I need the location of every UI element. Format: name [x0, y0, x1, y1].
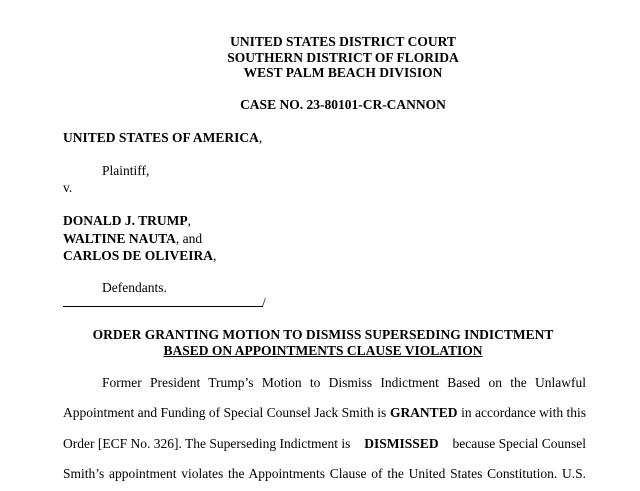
plaintiff-name: UNITED STATES OF AMERICA: [63, 130, 259, 145]
body-line-4-text: Smith’s appointment violates the Appointments Clause of the United States Constitution. U.S.: [63, 466, 586, 481]
body-paragraph-line-3: [63, 436, 586, 452]
body-line-2-end: in accordance with this: [461, 405, 586, 420]
defendant-3-name: CARLOS DE OLIVEIRA: [63, 248, 214, 263]
court-caption: [0, 34, 640, 81]
versus-label: v.: [63, 180, 73, 195]
defendant-2: [63, 230, 216, 248]
body-line-3-end: because Special Counsel: [452, 436, 586, 451]
plaintiff-name-suffix: ,: [258, 130, 263, 145]
caption-divider-line: [63, 306, 263, 307]
court-division: WEST PALM BEACH DIVISION: [243, 65, 443, 80]
defendant-3-suffix: ,: [213, 248, 217, 263]
defendant-1-suffix: ,: [187, 213, 191, 228]
defendant-1-name: DONALD J. TRUMP: [63, 213, 188, 228]
case-number: CASE NO. 23-80101-CR-CANNON: [240, 97, 446, 112]
order-title-line-1: ORDER GRANTING MOTION TO DISMISS SUPERSEDING INDICTMENT: [92, 327, 554, 342]
defendant-list: [63, 212, 216, 265]
granted-emphasis: GRANTED: [389, 405, 458, 420]
body-line-2-text: Appointment and Funding of Special Counsel Jack Smith is: [63, 405, 387, 420]
defendant-3: [63, 247, 216, 265]
body-paragraph-line-2: [63, 405, 586, 421]
defendant-2-suffix: , and: [175, 230, 203, 246]
defendant-2-name: WALTINE NAUTA: [63, 230, 176, 246]
plaintiff-role: Plaintiff,: [102, 163, 150, 178]
body-line-3-text: Order [ECF No. 326]. The Superseding Indictment is: [63, 436, 351, 451]
court-name: UNITED STATES DISTRICT COURT: [230, 34, 456, 49]
court-district: SOUTHERN DISTRICT OF FLORIDA: [227, 49, 459, 65]
body-paragraph-line-4: [63, 466, 586, 482]
plaintiff-name-line: [63, 129, 262, 147]
body-line-1-text: Former President Trump’s Motion to Dismiss Indictment Based on the Unlawful: [102, 375, 586, 390]
dismissed-emphasis: DISMISSED: [364, 436, 439, 451]
defendants-role: Defendants.: [102, 280, 167, 295]
body-paragraph-line-1: [102, 375, 586, 391]
caption-divider-slash: /: [262, 295, 266, 310]
defendant-1: [63, 212, 216, 230]
order-title-line-2: BASED ON APPOINTMENTS CLAUSE VIOLATION: [163, 342, 483, 358]
order-title: [0, 327, 640, 358]
